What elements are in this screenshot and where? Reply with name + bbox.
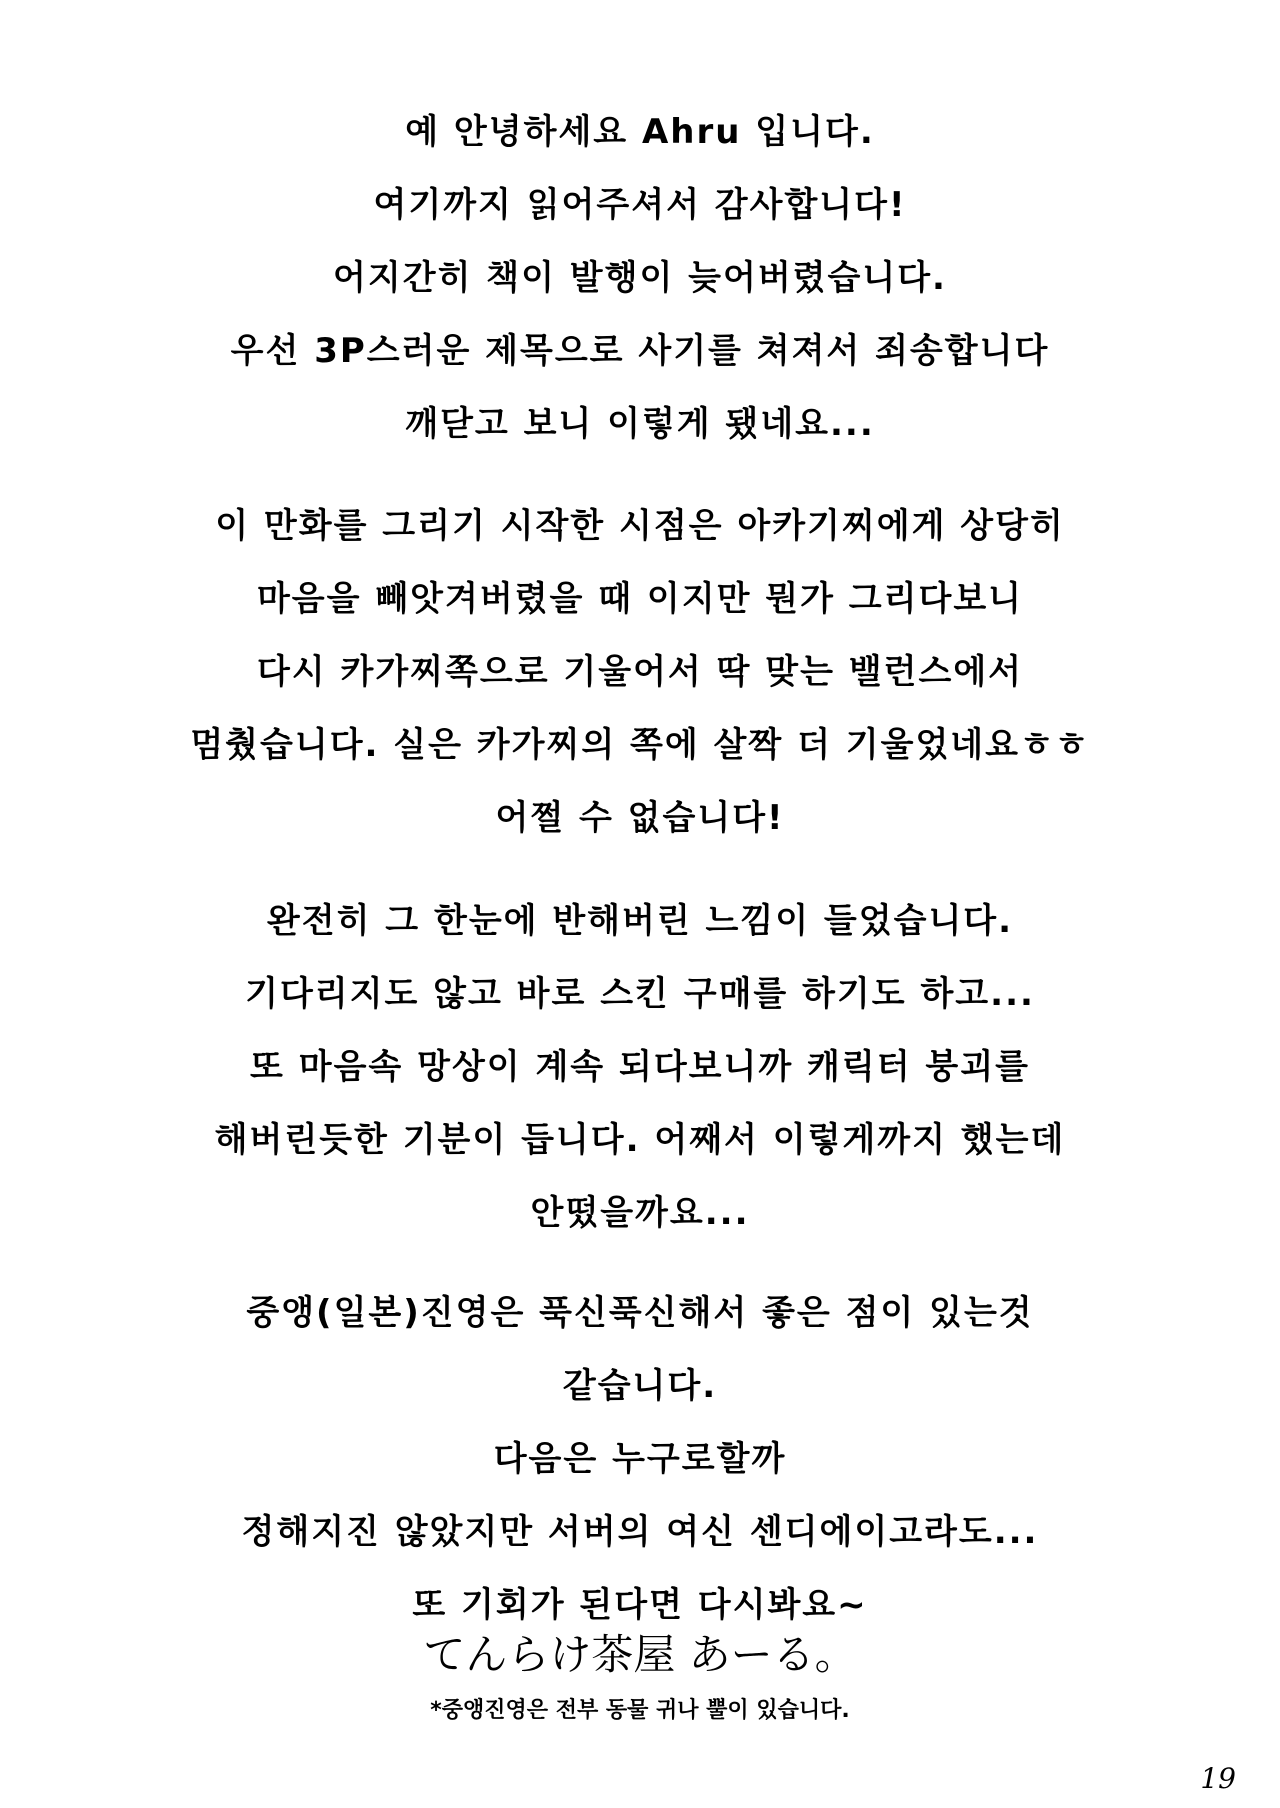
page-number: 19 <box>1200 1762 1236 1795</box>
paragraph-closing <box>0 1277 1280 1642</box>
text-line: 멈췄습니다. 실은 카가찌의 쪽에 살짝 더 기울었네요ㅎㅎ <box>190 725 1090 765</box>
text-line: 완전히 그 한눈에 반해버린 느낌이 들었습니다. <box>266 901 1014 941</box>
paragraph-impression <box>0 885 1280 1250</box>
text-line: 중앵(일본)진영은 푹신푹신해서 좋은 점이 있는것 <box>246 1293 1034 1333</box>
author-signature: てんらけ茶屋 あーる。 <box>423 1630 857 1679</box>
text-line: 여기까지 읽어주셔서 감사합니다! <box>373 185 907 225</box>
text-line: 예 안녕하세요 Ahru 입니다. <box>405 112 875 152</box>
text-line: 이 만화를 그리기 시작한 시점은 아카기찌에게 상당히 <box>215 506 1065 546</box>
text-line: 다시 카가찌쪽으로 기울어서 딱 맞는 밸런스에서 <box>256 652 1024 692</box>
paragraph-greeting <box>0 96 1280 461</box>
paragraph-story-origin <box>0 490 1280 855</box>
text-line: 안떴을까요... <box>530 1193 750 1233</box>
text-line: 어지간히 책이 발행이 늦어버렸습니다. <box>333 258 947 298</box>
footnote: *중앵진영은 전부 동물 귀나 뿔이 있습니다. <box>430 1698 850 1723</box>
text-line: 다음은 누구로할까 <box>493 1439 787 1479</box>
text-line: 정해지진 않았지만 서버의 여신 센디에이고라도... <box>241 1512 1039 1552</box>
text-line: 어쩔 수 없습니다! <box>495 798 785 838</box>
text-line: 기다리지도 않고 바로 스킨 구매를 하기도 하고... <box>245 974 1035 1014</box>
text-line: 우선 3P스러운 제목으로 사기를 쳐져서 죄송합니다 <box>230 331 1050 371</box>
text-line: 같습니다. <box>562 1366 718 1406</box>
text-line: 해버린듯한 기분이 듭니다. 어째서 이렇게까지 했는데 <box>214 1120 1066 1160</box>
text-line: 깨닫고 보니 이렇게 됐네요... <box>405 404 875 444</box>
text-line: 또 마음속 망상이 계속 되다보니까 캐릭터 붕괴를 <box>250 1047 1030 1087</box>
text-line: 또 기회가 된다면 다시봐요~ <box>412 1585 868 1625</box>
text-line: 마음을 빼앗겨버렸을 때 이지만 뭔가 그리다보니 <box>256 579 1024 619</box>
